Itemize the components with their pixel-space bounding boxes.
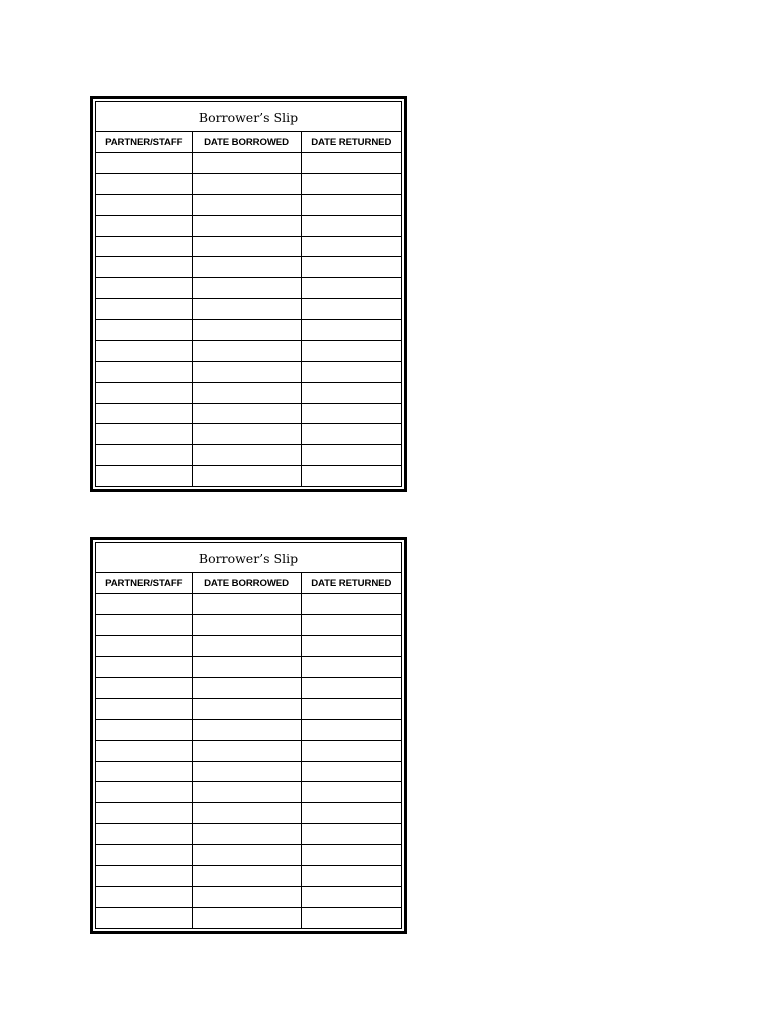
cell-partner-staff (96, 403, 192, 424)
cell-date-borrowed (192, 866, 301, 887)
table-row (96, 761, 401, 782)
table-row (96, 299, 401, 320)
cell-partner-staff (96, 194, 192, 215)
cell-date-returned (301, 635, 401, 656)
table-row (96, 635, 401, 656)
cell-partner-staff (96, 382, 192, 403)
table-row (96, 320, 401, 341)
col-header-date-returned: DATE RETURNED (301, 573, 401, 594)
cell-date-borrowed (192, 740, 301, 761)
table-row (96, 782, 401, 803)
cell-date-returned (301, 153, 401, 174)
cell-date-returned (301, 382, 401, 403)
cell-date-borrowed (192, 466, 301, 486)
cell-partner-staff (96, 153, 192, 174)
cell-date-borrowed (192, 698, 301, 719)
cell-date-returned (301, 594, 401, 615)
cell-partner-staff (96, 278, 192, 299)
cell-partner-staff (96, 361, 192, 382)
cell-date-returned (301, 866, 401, 887)
cell-partner-staff (96, 866, 192, 887)
slip-title: Borrower’s Slip (96, 543, 401, 573)
table-row (96, 677, 401, 698)
cell-partner-staff (96, 257, 192, 278)
table-body (96, 594, 401, 929)
cell-partner-staff (96, 594, 192, 615)
cell-date-borrowed (192, 887, 301, 908)
table-row (96, 656, 401, 677)
cell-partner-staff (96, 803, 192, 824)
cell-date-borrowed (192, 236, 301, 257)
cell-date-borrowed (192, 194, 301, 215)
cell-date-borrowed (192, 215, 301, 236)
cell-date-borrowed (192, 153, 301, 174)
cell-date-borrowed (192, 803, 301, 824)
table-row (96, 403, 401, 424)
cell-partner-staff (96, 824, 192, 845)
table-row (96, 173, 401, 194)
cell-date-returned (301, 698, 401, 719)
cell-date-returned (301, 740, 401, 761)
cell-date-returned (301, 782, 401, 803)
cell-date-borrowed (192, 257, 301, 278)
borrowers-slip-2 (90, 537, 407, 934)
table-row (96, 257, 401, 278)
cell-date-returned (301, 719, 401, 740)
table-row (96, 340, 401, 361)
table-row (96, 866, 401, 887)
cell-date-returned (301, 236, 401, 257)
cell-date-returned (301, 424, 401, 445)
cell-date-borrowed (192, 382, 301, 403)
cell-date-returned (301, 845, 401, 866)
cell-date-returned (301, 761, 401, 782)
cell-partner-staff (96, 908, 192, 928)
cell-date-returned (301, 677, 401, 698)
cell-date-borrowed (192, 908, 301, 928)
table-body (96, 153, 401, 487)
col-header-partner-staff: PARTNER/STAFF (96, 573, 192, 594)
cell-date-borrowed (192, 361, 301, 382)
table-row (96, 740, 401, 761)
cell-date-returned (301, 278, 401, 299)
cell-partner-staff (96, 719, 192, 740)
cell-partner-staff (96, 887, 192, 908)
cell-partner-staff (96, 635, 192, 656)
cell-date-returned (301, 824, 401, 845)
cell-date-borrowed (192, 173, 301, 194)
cell-date-borrowed (192, 594, 301, 615)
cell-date-borrowed (192, 719, 301, 740)
cell-date-borrowed (192, 677, 301, 698)
table-header-row (96, 132, 401, 153)
table-row (96, 887, 401, 908)
cell-partner-staff (96, 173, 192, 194)
cell-date-returned (301, 403, 401, 424)
cell-partner-staff (96, 466, 192, 486)
cell-partner-staff (96, 698, 192, 719)
borrow-log-table (96, 573, 401, 928)
cell-partner-staff (96, 424, 192, 445)
slip-frame (95, 542, 402, 929)
cell-date-returned (301, 194, 401, 215)
col-header-date-borrowed: DATE BORROWED (192, 573, 301, 594)
cell-partner-staff (96, 845, 192, 866)
col-header-date-borrowed: DATE BORROWED (192, 132, 301, 153)
cell-partner-staff (96, 236, 192, 257)
table-row (96, 424, 401, 445)
slip-frame (95, 101, 402, 487)
cell-partner-staff (96, 656, 192, 677)
cell-date-returned (301, 656, 401, 677)
table-row (96, 445, 401, 466)
cell-partner-staff (96, 761, 192, 782)
table-row (96, 908, 401, 928)
table-row (96, 466, 401, 486)
table-row (96, 803, 401, 824)
table-row (96, 215, 401, 236)
cell-partner-staff (96, 740, 192, 761)
table-row (96, 824, 401, 845)
cell-partner-staff (96, 299, 192, 320)
table-row (96, 278, 401, 299)
cell-date-returned (301, 340, 401, 361)
cell-date-returned (301, 320, 401, 341)
cell-date-borrowed (192, 278, 301, 299)
cell-date-borrowed (192, 299, 301, 320)
cell-date-returned (301, 466, 401, 486)
table-row (96, 614, 401, 635)
cell-partner-staff (96, 320, 192, 341)
table-row (96, 194, 401, 215)
borrowers-slip-1 (90, 96, 407, 492)
cell-partner-staff (96, 445, 192, 466)
col-header-date-returned: DATE RETURNED (301, 132, 401, 153)
col-header-partner-staff: PARTNER/STAFF (96, 132, 192, 153)
slip-title: Borrower’s Slip (96, 102, 401, 132)
cell-date-borrowed (192, 403, 301, 424)
table-header-row (96, 573, 401, 594)
cell-date-borrowed (192, 340, 301, 361)
table-row (96, 845, 401, 866)
cell-date-returned (301, 173, 401, 194)
cell-date-borrowed (192, 656, 301, 677)
cell-partner-staff (96, 340, 192, 361)
cell-date-borrowed (192, 614, 301, 635)
cell-date-borrowed (192, 761, 301, 782)
cell-date-returned (301, 803, 401, 824)
table-row (96, 382, 401, 403)
table-row (96, 361, 401, 382)
table-row (96, 719, 401, 740)
cell-date-borrowed (192, 845, 301, 866)
cell-date-borrowed (192, 824, 301, 845)
cell-date-returned (301, 908, 401, 928)
cell-date-returned (301, 215, 401, 236)
cell-date-returned (301, 361, 401, 382)
cell-partner-staff (96, 614, 192, 635)
cell-partner-staff (96, 782, 192, 803)
cell-date-returned (301, 445, 401, 466)
cell-date-returned (301, 257, 401, 278)
borrow-log-table (96, 132, 401, 486)
cell-date-borrowed (192, 782, 301, 803)
cell-partner-staff (96, 677, 192, 698)
cell-date-returned (301, 299, 401, 320)
table-row (96, 594, 401, 615)
table-row (96, 236, 401, 257)
cell-date-returned (301, 614, 401, 635)
cell-partner-staff (96, 215, 192, 236)
cell-date-borrowed (192, 320, 301, 341)
cell-date-borrowed (192, 424, 301, 445)
table-row (96, 698, 401, 719)
cell-date-returned (301, 887, 401, 908)
cell-date-borrowed (192, 635, 301, 656)
cell-date-borrowed (192, 445, 301, 466)
table-row (96, 153, 401, 174)
